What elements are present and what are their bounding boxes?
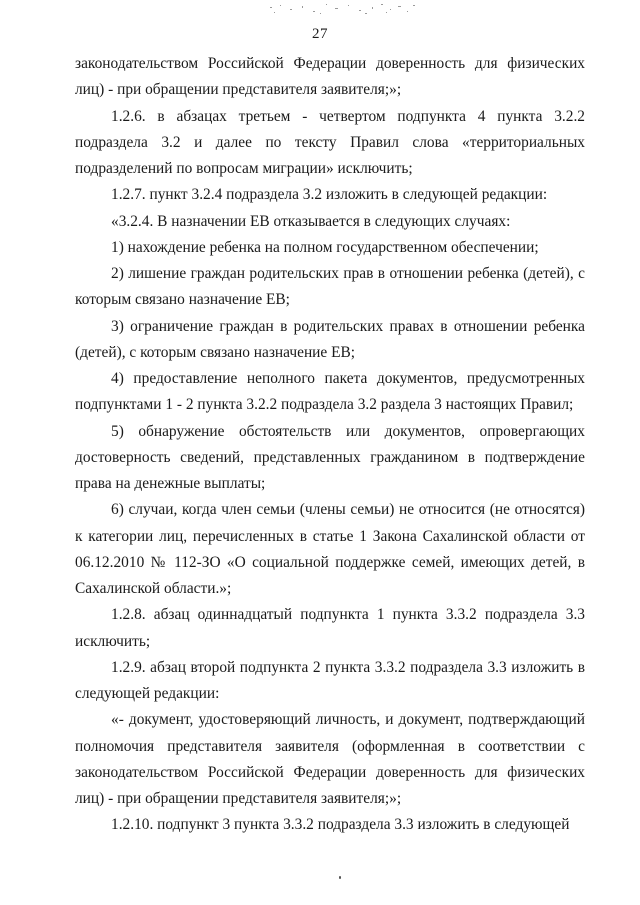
list-item-6: 6) случаи, когда член семьи (члены семьи) не относится (не относятся) к категории лиц, перечисленных в статье 1 Закона Сахалинской области от 06.12.2010 № 112-ЗО «О социальной поддержке семей, имеющих детей, в Сахалинской области.»; bbox=[75, 501, 585, 597]
paragraph-continuation: законодательством Российской Федерации доверенность для физических лиц) - при обращении представителя заявителя;»; bbox=[75, 55, 585, 99]
paragraph-3-2-4: «3.2.4. В назначении ЕВ отказывается в следующих случаях: bbox=[111, 212, 511, 230]
paragraph-1-2-8: 1.2.8. абзац одиннадцатый подпункта 1 пункта 3.3.2 подраздела 3.3 исключить; bbox=[75, 606, 585, 650]
paragraph-1-2-10: 1.2.10. подпункт 3 пункта 3.3.2 подраздела 3.3 изложить в следующей bbox=[111, 816, 570, 834]
scan-artifact bbox=[268, 2, 418, 16]
document-body bbox=[75, 51, 585, 839]
paragraph-1-2-9: 1.2.9. абзац второй подпункта 2 пункта 3.3.2 подраздела 3.3 изложить в следующей редакции: bbox=[75, 658, 585, 702]
scan-dot bbox=[339, 876, 341, 879]
list-item-3: 3) ограничение граждан в родительских правах в отношении ребенка (детей), с которым связано назначение ЕВ; bbox=[75, 317, 585, 361]
list-item-1: 1) нахождение ребенка на полном государственном обеспечении; bbox=[111, 238, 539, 256]
list-item-5: 5) обнаружение обстоятельств или документов, опровергающих достоверность сведений, представленных гражданином в подтверждение права на денежные выплаты; bbox=[75, 422, 585, 492]
paragraph-1-2-7: 1.2.7. пункт 3.2.4 подраздела 3.2 изложить в следующей редакции: bbox=[111, 186, 548, 204]
page-number: 27 bbox=[312, 26, 328, 42]
list-item-4: 4) предоставление неполного пакета документов, предусмотренных подпунктами 1 - 2 пункта 3.2.2 подраздела 3.2 раздела 3 настоящих Правил; bbox=[75, 370, 585, 414]
paragraph-1-2-6: 1.2.6. в абзацах третьем - четвертом подпункта 4 пункта 3.2.2 подраздела 3.2 и далее по тексту Правил слова «территориальных подразделений по вопросам миграции» исключить; bbox=[75, 107, 585, 177]
list-item-2: 2) лишение граждан родительских прав в отношении ребенка (детей), с которым связано назначение ЕВ; bbox=[75, 265, 585, 309]
paragraph-quoted-document: «- документ, удостоверяющий личность, и документ, подтверждающий полномочия представителя заявителя (оформленная в соответствии с законодательством Российской Федерации доверенность для физических лиц) - при обращении представителя заявителя;»; bbox=[75, 711, 585, 807]
